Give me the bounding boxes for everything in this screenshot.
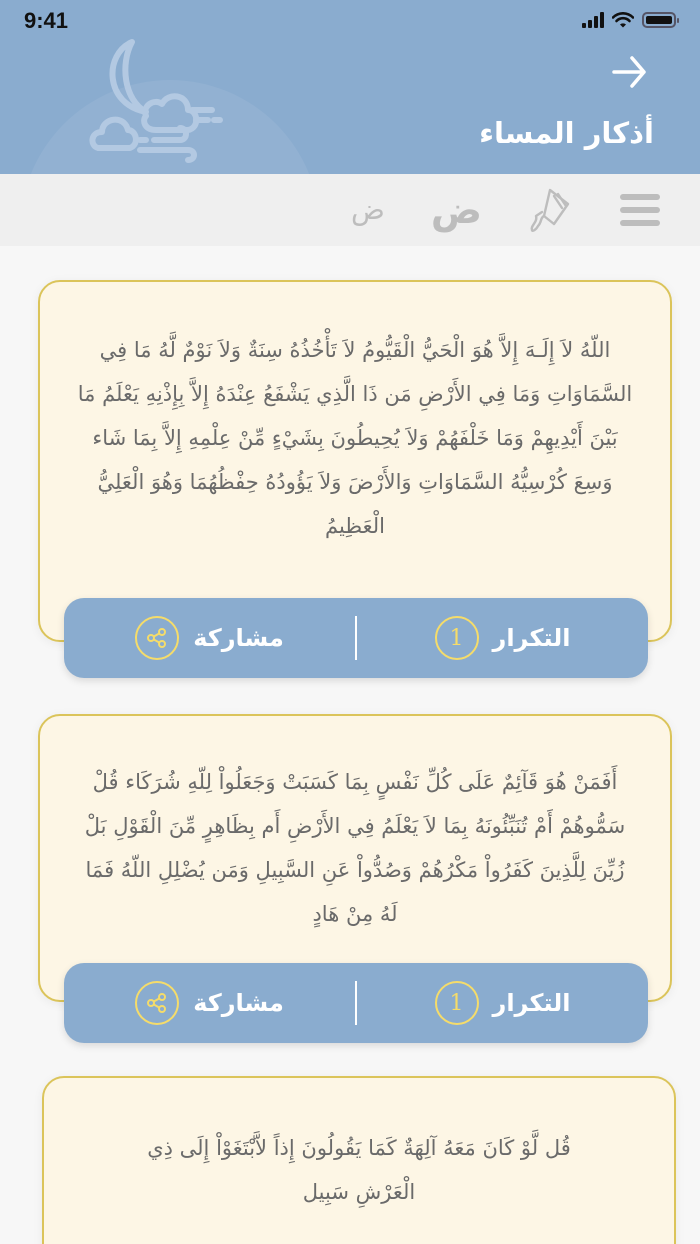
wifi-icon <box>612 12 634 28</box>
app-header <box>0 0 700 174</box>
zikr-action-bar <box>64 963 648 1043</box>
cellular-signal-icon <box>582 12 604 28</box>
repeat-label: التكرار <box>492 989 571 1017</box>
repeat-count-badge: 1 <box>435 981 479 1025</box>
zikr-text: قُل لَّوْ كَانَ مَعَهُ آلِهَةٌ كَمَا يَقُولُونَ إِذاً لاَّبْتَغَوْاْ إِلَى ذِي الْعَرْشِ سَبِيل <box>147 1136 571 1204</box>
page-title: أذكار المساء <box>479 116 654 150</box>
status-icons <box>582 12 676 28</box>
repeat-label: التكرار <box>492 624 571 652</box>
share-label: مشاركة <box>193 624 284 652</box>
zikr-card <box>42 1076 676 1244</box>
toolbar <box>0 174 700 246</box>
share-button[interactable] <box>64 616 355 660</box>
repeat-count-badge: 1 <box>435 616 479 660</box>
zikr-text: أَفَمَنْ هُوَ قَآئِمٌ عَلَى كُلِّ نَفْسٍ بِمَا كَسَبَتْ وَجَعَلُواْ لِلّهِ شُرَكَاء قُلْ سَمُّوهُمْ أَمْ تُنَبِّئُونَهُ بِمَا لاَ يَعْلَمُ فِي الأَرْضِ أَم بِظَاهِرٍ مِّنَ الْقَوْلِ بَلْ زُيِّنَ لِلَّذِينَ كَفَرُواْ مَكْرُهُمْ وَصُدُّواْ عَنِ السَّبِيلِ وَمَن يُضْلِلِ اللّهُ فَمَا لَهُ مِنْ هَادٍ <box>84 770 626 926</box>
paint-brush-icon[interactable] <box>528 186 574 234</box>
hamburger-menu-icon[interactable] <box>620 187 660 233</box>
zikr-card <box>38 714 672 1002</box>
share-icon <box>135 981 179 1025</box>
zikr-text: اللّهُ لاَ إِلَـهَ إِلاَّ هُوَ الْحَيُّ الْقَيُّومُ لاَ تَأْخُذُهُ سِنَةٌ وَلاَ نَوْمٌ لَّهُ مَا فِي السَّمَاوَاتِ وَمَا فِي الأَرْضِ مَن ذَا الَّذِي يَشْفَعُ عِنْدَهُ إِلاَّ بِإِذْنِهِ يَعْلَمُ مَا بَيْنَ أَيْدِيهِمْ وَمَا خَلْفَهُمْ وَلاَ يُحِيطُونَ بِشَيْءٍ مِّنْ عِلْمِهِ إِلاَّ بِمَا شَاء وَسِعَ كُرْسِيُّهُ السَّمَاوَاتِ وَالأَرْضَ وَلاَ يَؤُودُهُ حِفْظُهُمَا وَهُوَ الْعَلِيُّ الْعَظِيمُ <box>77 338 633 538</box>
status-time: 9:41 <box>24 8 69 33</box>
zikr-action-bar <box>64 598 648 678</box>
moon-clouds-wind-icon <box>84 34 254 164</box>
back-arrow-icon[interactable] <box>608 52 652 92</box>
font-increase-button[interactable]: ض <box>430 188 482 232</box>
share-icon <box>135 616 179 660</box>
font-decrease-button[interactable]: ض <box>351 193 385 226</box>
share-label: مشاركة <box>193 989 284 1017</box>
battery-icon <box>642 12 676 28</box>
repeat-counter-button[interactable] <box>357 981 648 1025</box>
repeat-counter-button[interactable] <box>357 616 648 660</box>
share-button[interactable] <box>64 981 355 1025</box>
zikr-card <box>38 280 672 642</box>
